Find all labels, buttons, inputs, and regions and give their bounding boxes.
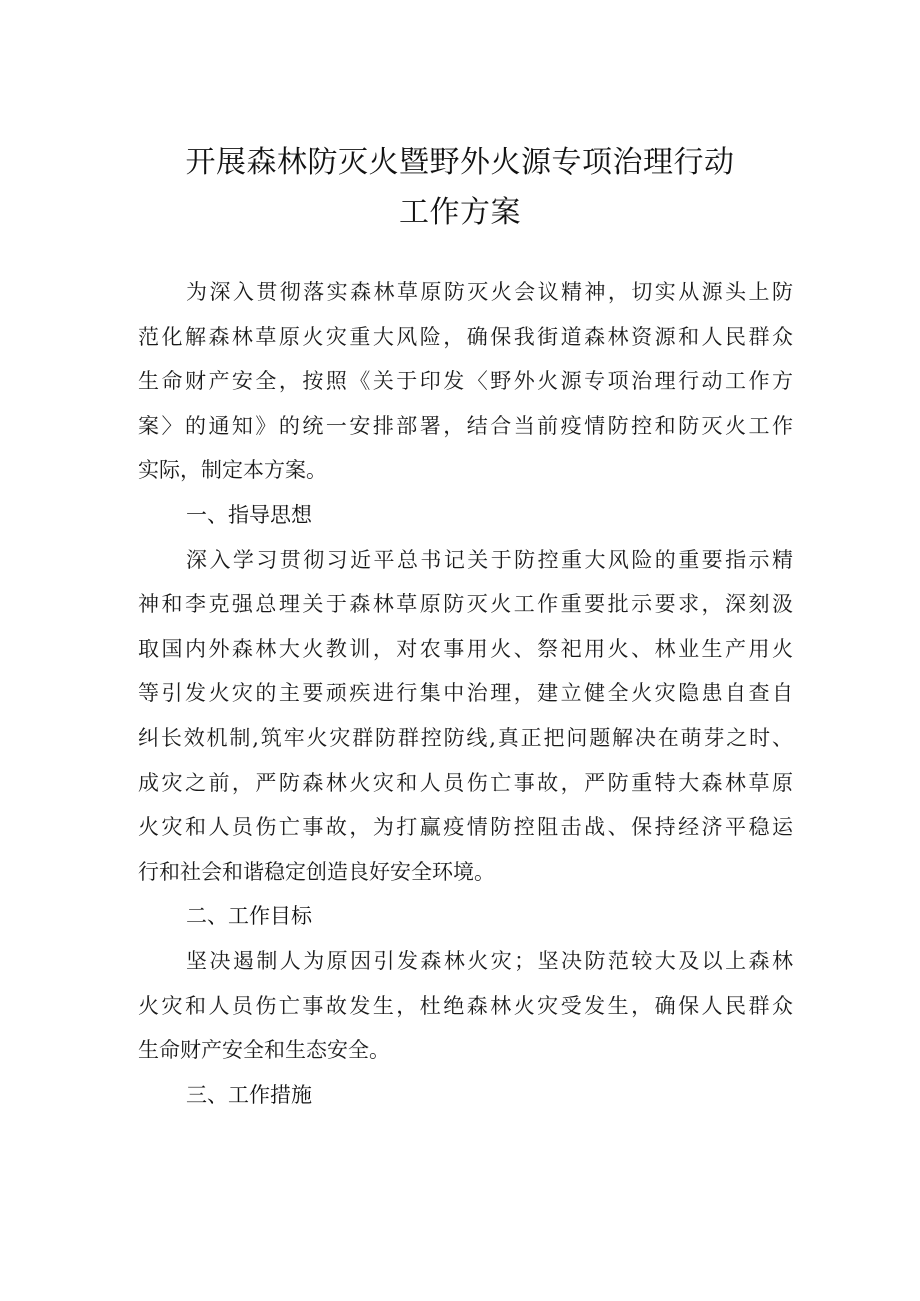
section2-line: 坚决遏制人为原因引发森林火灾；坚决防范较大及以上森林 — [186, 948, 793, 973]
section1-line: 取国内外森林大火教训，对农事用火、祭祀用火、林业生产用火 — [138, 636, 793, 661]
intro-line: 生命财产安全，按照《关于印发〈野外火源专项治理行动工作方 — [138, 369, 793, 394]
section1-line: 深入学习贯彻习近平总书记关于防控重大风险的重要指示精 — [186, 547, 793, 572]
section2-line: 火灾和人员伤亡事故发生，杜绝森林火灾受发生，确保人民群众 — [138, 993, 793, 1018]
document-title — [0, 138, 920, 238]
intro-line: 实际，制定本方案。 — [138, 458, 327, 483]
section1-line: 成灾之前，严防森林火灾和人员伤亡事故，严防重特大森林草原 — [138, 770, 793, 795]
section-heading-work-goals: 二、工作目标 — [186, 904, 312, 929]
title-line-1: 开展森林防灭火暨野外火源专项治理行动 — [185, 145, 735, 180]
section1-line: 火灾和人员伤亡事故，为打赢疫情防控阻击战、保持经济平稳运 — [138, 815, 793, 840]
section1-line: 神和李克强总理关于森林草原防灭火工作重要批示要求，深刻汲 — [138, 592, 793, 617]
section2-line: 生命财产安全和生态安全。 — [138, 1038, 390, 1063]
section-heading-guiding-ideology: 一、指导思想 — [186, 502, 312, 527]
title-line-2: 工作方案 — [399, 195, 521, 230]
intro-line: 范化解森林草原火灾重大风险，确保我街道森林资源和人民群众 — [138, 324, 793, 349]
section-heading-work-measures: 三、工作措施 — [186, 1082, 312, 1107]
intro-line: 为深入贯彻落实森林草原防灭火会议精神，切实从源头上防 — [186, 280, 793, 304]
section1-line: 纠长效机制,筑牢火灾群防群控防线,真正把问题解决在萌芽之时、 — [138, 725, 793, 750]
section1-line: 等引发火灾的主要顽疾进行集中治理，建立健全火灾隐患自查自 — [138, 681, 793, 706]
document-body — [138, 270, 793, 1117]
section1-line: 行和社会和谐稳定创造良好安全环境。 — [138, 859, 495, 884]
intro-line: 案〉的通知》的统一安排部署，结合当前疫情防控和防灭火工作 — [138, 413, 793, 438]
